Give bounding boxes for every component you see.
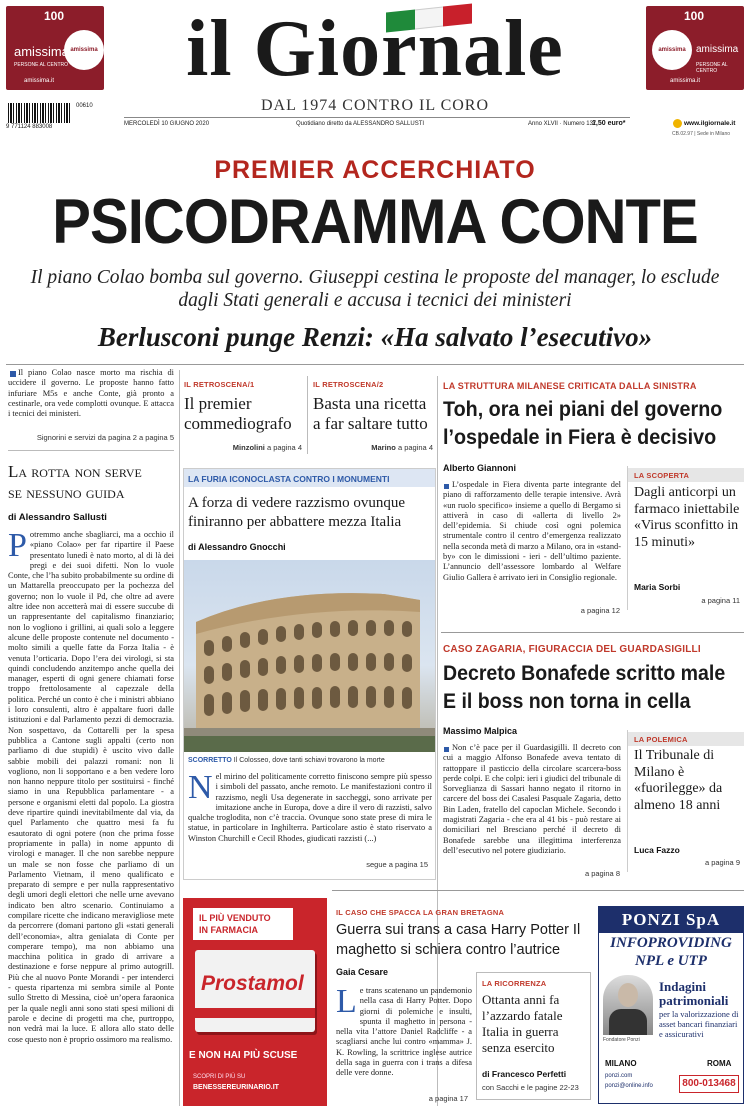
- ponzi-heading-1: Indagini: [659, 979, 706, 994]
- ad-site: amissima.it: [24, 78, 55, 84]
- zagaria-byline: Massimo Malpica: [443, 726, 518, 736]
- masthead-motto: DAL 1974 CONTRO IL CORO: [260, 97, 490, 114]
- barcode-icon: [8, 103, 72, 123]
- zagaria-title[interactable]: Decreto Bonafede scritto male E il boss non torna in cella: [443, 662, 726, 713]
- barcode-number: 00610: [76, 103, 93, 109]
- fiera-text: L’ospedale in Fiera diventa parte integrante del piano di rafforzamento delle terapie intensive. Avrà «un ruolo specifico» insieme a quello di Bergamo si attiverà in caso di «allerta di livello 2» dell’epidemia. Si chiude così ogni polemica strumentale contro il centro d’emergenza realizzato nella seconda metà di marzo a Milano, ora in «stand-by» con le dimissioni - ieri - dell’ultimo paziente. L’annuncio dell’assessore lombardo al Welfare Giulio Gallera è arrivato ieri in Consiglio regionale.: [443, 480, 621, 582]
- masthead-note: CB.02.97 | Sede in Milano: [672, 131, 731, 137]
- ad-site: amissima.it: [670, 78, 701, 84]
- scoperta-ref[interactable]: a pagina 11: [701, 596, 740, 605]
- ponzi-site[interactable]: ponzi.com: [605, 1073, 633, 1079]
- ad-tagline: PERSONE AL CENTRO: [14, 62, 68, 68]
- editorial-title-2[interactable]: se nessuno guida: [8, 483, 125, 502]
- ponzi-email[interactable]: ponzi@online.info: [605, 1083, 653, 1089]
- potter-ref[interactable]: a pagina 17: [428, 1094, 468, 1103]
- zagaria-text: Non c’è pace per il Guardasigilli. Il decreto con cui a maggio Alfonso Bonafede aveva tentato di rattoppare il pasticcio della circolare scarcera-boss perde colpi. E che colpi: ieri i giudici del tribunale di Sorveglianza di Sassari hanno negato il ritorno in carcere del boss dei Casalesi Pasquale Zagaria, detto Bin Laden, fratello del capoclan Michele. Secondo i magistrati Zagaria - che era al 41 bis - può restare ai domiciliari nel Bresciano perché il decreto di Bonafede sarebbe una illegittima interferenza dell’esecutivo nel potere giudiziario.: [443, 743, 621, 855]
- prostamol-site[interactable]: BENESSEREURINARIO.IT: [193, 1084, 279, 1091]
- col1-divider: [8, 450, 174, 451]
- ad-tagline: PERSONE AL CENTRO: [696, 62, 728, 74]
- ad-prostamol[interactable]: [183, 898, 327, 1106]
- ad-badge-100: 100: [44, 9, 65, 23]
- masthead-price: 1,50 euro*: [592, 120, 626, 127]
- scoperta-byline: Maria Sorbi: [634, 582, 681, 592]
- masthead-website[interactable]: www.ilgiornale.it: [684, 120, 736, 127]
- potter-title[interactable]: Guerra sui trans a casa Harry Potter Il maghetto si schiera contro l’autrice: [336, 922, 581, 958]
- retroscena1-ref[interactable]: [184, 443, 302, 452]
- furia-caption: [188, 757, 432, 764]
- polemica-ref[interactable]: a pagina 9: [704, 858, 740, 867]
- ref-name: Marino: [371, 443, 396, 452]
- prostamol-box-icon: [195, 950, 315, 1032]
- intro-ref[interactable]: Signorini e servizi da pagina 2 a pagina 5: [36, 433, 174, 442]
- potter-kicker: IL CASO CHE SPACCA LA GRAN BRETAGNA: [336, 908, 505, 917]
- prostamol-stripe: [195, 1008, 315, 1018]
- prostamol-product: Prostamol: [201, 972, 304, 995]
- furia-dropcap: N: [188, 772, 213, 806]
- ponzi-desc: per la valorizzazione di asset bancari finanziari e assicurativi: [659, 1009, 739, 1039]
- masthead-issue: Anno XLVII · Numero 137: [528, 121, 597, 127]
- editorial-title-1[interactable]: La rotta non serve: [8, 462, 142, 481]
- furia-kicker: LA FURIA ICONOCLASTA CONTRO I MONUMENTI: [188, 474, 390, 484]
- furia-byline: di Alessandro Gnocchi: [188, 542, 286, 552]
- right-divider-1: [441, 632, 744, 633]
- fiera-byline: Alberto Giannoni: [443, 463, 516, 473]
- badge-line-1: IL PIÙ VENDUTO: [199, 913, 271, 923]
- scoperta-title[interactable]: Dagli anticorpi un farmaco iniettabile «Virus sconfitto in 15 minuti»: [634, 485, 740, 550]
- lead-divider: [6, 364, 744, 365]
- masthead-rule: [124, 117, 630, 118]
- ponzi-phone[interactable]: 800-013468: [679, 1075, 739, 1093]
- masthead-director: Quotidiano diretto da ALESSANDRO SALLUSTI: [296, 121, 425, 127]
- ponzi-city-2: ROMA: [707, 1059, 732, 1068]
- intro-text: Il piano Colao nasce morto ma rischia di uccidere il governo. Le proposte hanno fatto infuriare M5s e anche Conte, già pronto a cestinarle, ora vede complotti ovunque. E attacca i tecnici dei ministeri.: [8, 368, 174, 419]
- caption-label: SCORRETTO: [188, 757, 232, 764]
- prostamol-footer-small: SCOPRI DI PIÙ SU: [193, 1074, 246, 1080]
- ref-page: a pagina 4: [266, 443, 302, 452]
- masthead-title[interactable]: il Giornale: [186, 5, 564, 93]
- ponzi-line2: NPL e UTP: [635, 953, 707, 969]
- scoperta-kicker: LA SCOPERTA: [634, 471, 690, 480]
- lead-headline[interactable]: PSICODRAMMA CONTE: [52, 187, 698, 257]
- badge-line-2: IN FARMACIA: [199, 925, 258, 935]
- ad-badge-100: 100: [684, 9, 705, 23]
- col-divider-1: [179, 370, 180, 1106]
- potter-dropcap: L: [336, 986, 357, 1020]
- masthead-date: MERCOLEDÌ 10 GIUGNO 2020: [124, 121, 210, 127]
- furia-title[interactable]: A forza di vedere razzismo ovunque finiranno per abbattere mezza Italia: [188, 495, 405, 530]
- barcode-digits: 9 771124 883008: [6, 124, 53, 130]
- editorial-body: otremmo anche sbagliarci, ma a occhio il «piano Colao» per far ripartire il Paese presentato lunedì è nato morto, al di là dei pregi e dei suoi difetti. Non lo vuole Conte, che l’ha subito probabilmente su ordine di un Mattarella preoccupato per la pochezza del governo; non lo vuole il Pd, che oltre ad avere altre idee non accetterà mai di essere succube di un rappresentante del capitalismo finanziario; non lo vogliono i grillini, ai quali solo a leggere alcune delle proposte contenute nel documento - molto simili a quelle fatte da Forza Italia - è venuta l’orticaria. Dopo l’era dei virologi, si sta quindi concludendo anzitempo anche quella dei manager, esperti di ogni genere chiamati forse troppo frettolosamente al capezzale della politica. Perché un conto è che i ministri abbiano i loro consulenti, altro è appaltare fuori dalle istituzioni e dal Parlamento pezzi di democrazia. Non sospettavo, da Cottarelli per la spesa pubblica a Cantone sugli appalti (certo non parliamo di due stupidi) è uscito vivo dalle sabbie mobili dei palazzi romani: non li vogliono, non li sopportano e a ben vedere loro non hanno neppure titolo per sostituirsi - finché siamo in una Repubblica parlamentare - a persone e organismi eletti dal popolo. La giostra deve ripartire quindi inevitabilmente dal via, da quel Parlamento che quattro mesi fa fu esautorato di ogni potere (non che prima fosse propriamente in palla) in nome appunto di virologi e manager. Il che non sarebbe neppure un male se non fosse che parliamo di un Parlamento Vietnam, il meno qualificato e preparato di sempre e per nulla rappresentativo degli umori degli elettori che nelle urne avevano indicato ben altro scenario. Continuiamo a compilare ricette che indicano meravigliose mete da percorrere (domani partono gli «stati generali dell’economia», altra genialata di Conte per comperare tempo), ma non abbiamo una macchina politica in grado di arrivare a destinazione e forse neppure al primo autogrill. Più che al nuovo Ponte Morandi - per intenderci - questa ripartenza mi sembra simile al Ponte sullo Stretto di Messina, cioè un’opera faraonica per la quale negli anni sono stati spesi milioni di parole e decine di progetti ma che, purtroppo, non vedrà mai la luce. E allora allo stato delle cose questo non è proprio ossimoro ma realismo.: [8, 530, 174, 1044]
- ad-brand-text: amissima: [70, 47, 98, 53]
- ponzi-brand: PONZI SpA: [599, 907, 743, 933]
- polemica-kicker: LA POLEMICA: [634, 735, 688, 744]
- ad-amissima-right[interactable]: [646, 6, 744, 90]
- ref-page: a pagina 4: [397, 443, 433, 452]
- website-icon: [673, 119, 682, 128]
- zagaria-ref[interactable]: a pagina 8: [584, 869, 620, 878]
- prostamol-badge: [193, 908, 293, 940]
- editorial-byline: di Alessandro Sallusti: [8, 512, 107, 523]
- editorial-dropcap: P: [8, 530, 27, 564]
- furia-body: el mirino del politicamente corretto finiscono sempre più spesso i simboli del passato, anche remoto. Le manifestazioni contro il razzismo, negli Usa degenerate in saccheggi, sono arrivate per imitazione anche in Europa, dove a dire il vero di razzisti, salvo qualche troglodita, non c’è traccia. Ovunque sono state prese di mira le statue, in particolare in Inghilterra. Particolare astio è stato riservato a Winston Churchill e Cecil Rhodes, giudicati razzisti (...): [188, 772, 432, 843]
- ricorrenza-kicker: LA RICORRENZA: [482, 979, 547, 988]
- prostamol-slogan: E NON HAI PIÙ SCUSE: [189, 1050, 298, 1061]
- fiera-ref[interactable]: a pagina 12: [580, 606, 620, 615]
- ricorrenza-title[interactable]: Ottanta anni fa l’azzardo fatale Italia in guerra senza esercito: [482, 992, 563, 1055]
- ad-ponzi[interactable]: [598, 906, 744, 1104]
- potter-byline: Gaia Cesare: [336, 967, 389, 977]
- colosseum-photo[interactable]: [184, 560, 435, 752]
- ad-amissima-left[interactable]: [6, 6, 104, 90]
- furia-ref[interactable]: segue a pagina 15: [366, 860, 428, 869]
- ponzi-heading-2: patrimoniali: [659, 993, 729, 1008]
- lead-kicker: PREMIER ACCERCHIATO: [214, 156, 536, 184]
- retroscena2-kicker: IL RETROSCENA/2: [313, 380, 384, 389]
- potter-text: [336, 986, 472, 1090]
- retroscena-divider: [307, 376, 308, 454]
- zagaria-kicker: CASO ZAGARIA, FIGURACCIA DEL GUARDASIGILLI: [443, 644, 701, 655]
- polemica-title[interactable]: Il Tribunale di Milano è «fuorilegge» da almeno 18 anni: [634, 748, 723, 813]
- polemica-byline: Luca Fazzo: [634, 845, 680, 855]
- editorial-text: [8, 530, 174, 1104]
- caption-text: Il Colosseo, dove tanti schiavi trovarono la morte: [233, 757, 385, 764]
- right-divider-2: [332, 890, 744, 891]
- ricorrenza-byline: di Francesco Perfetti: [482, 1069, 567, 1079]
- fiera-kicker: LA STRUTTURA MILANESE CRITICATA DALLA SINISTRA: [443, 381, 697, 391]
- ad-brand-text: amissima: [658, 47, 686, 53]
- colosseum-icon: [184, 560, 435, 752]
- ad-brand-label: amissima: [696, 44, 739, 55]
- ponzi-city-1: MILANO: [605, 1059, 637, 1068]
- ponzi-portrait-icon: [603, 975, 653, 1035]
- retroscena1-kicker: IL RETROSCENA/1: [184, 380, 255, 389]
- fiera-title[interactable]: Toh, ora nei piani del governo l’ospedale in Fiera è decisivo: [443, 398, 723, 449]
- ponzi-line1: INFOPROVIDING: [610, 935, 732, 951]
- ricorrenza-ref[interactable]: con Sacchi e le pagine 22-23: [482, 1083, 579, 1092]
- lead-subhead[interactable]: Berlusconi punge Renzi: «Ha salvato l’esecutivo»: [97, 322, 653, 352]
- lead-deck: Il piano Colao bomba sul governo. Giuseppi cestina le proposte del manager, lo esclude dagli Stati generali e accusa i tecnici dei ministeri: [30, 267, 720, 311]
- ad-logo-circle: [64, 30, 104, 70]
- furia-text: [188, 772, 432, 856]
- retroscena2-title[interactable]: Basta una ricetta a far saltare tutto: [313, 394, 428, 433]
- potter-body: e trans scatenano un pandemonio nella casa di Harry Potter. Dopo giorni di polemiche e insulti, spunta il maghetto in persona - nella vita l’attore Daniel Radcliffe - a scagliarsi anche lui contro «mamma» J. K. Rowling, la scrittrice inglese autrice della saga in guerra con i trans a difesa delle vere donne.: [336, 986, 472, 1078]
- retroscena2-ref[interactable]: [313, 443, 433, 452]
- ponzi-founder: Fondatore Ponzi: [603, 1037, 640, 1043]
- ad-brand-label: amissima: [14, 44, 69, 59]
- ad-logo-circle: [652, 30, 692, 70]
- retroscena1-title[interactable]: Il premier commediografo: [184, 394, 292, 433]
- ref-name: Minzolini: [232, 443, 265, 452]
